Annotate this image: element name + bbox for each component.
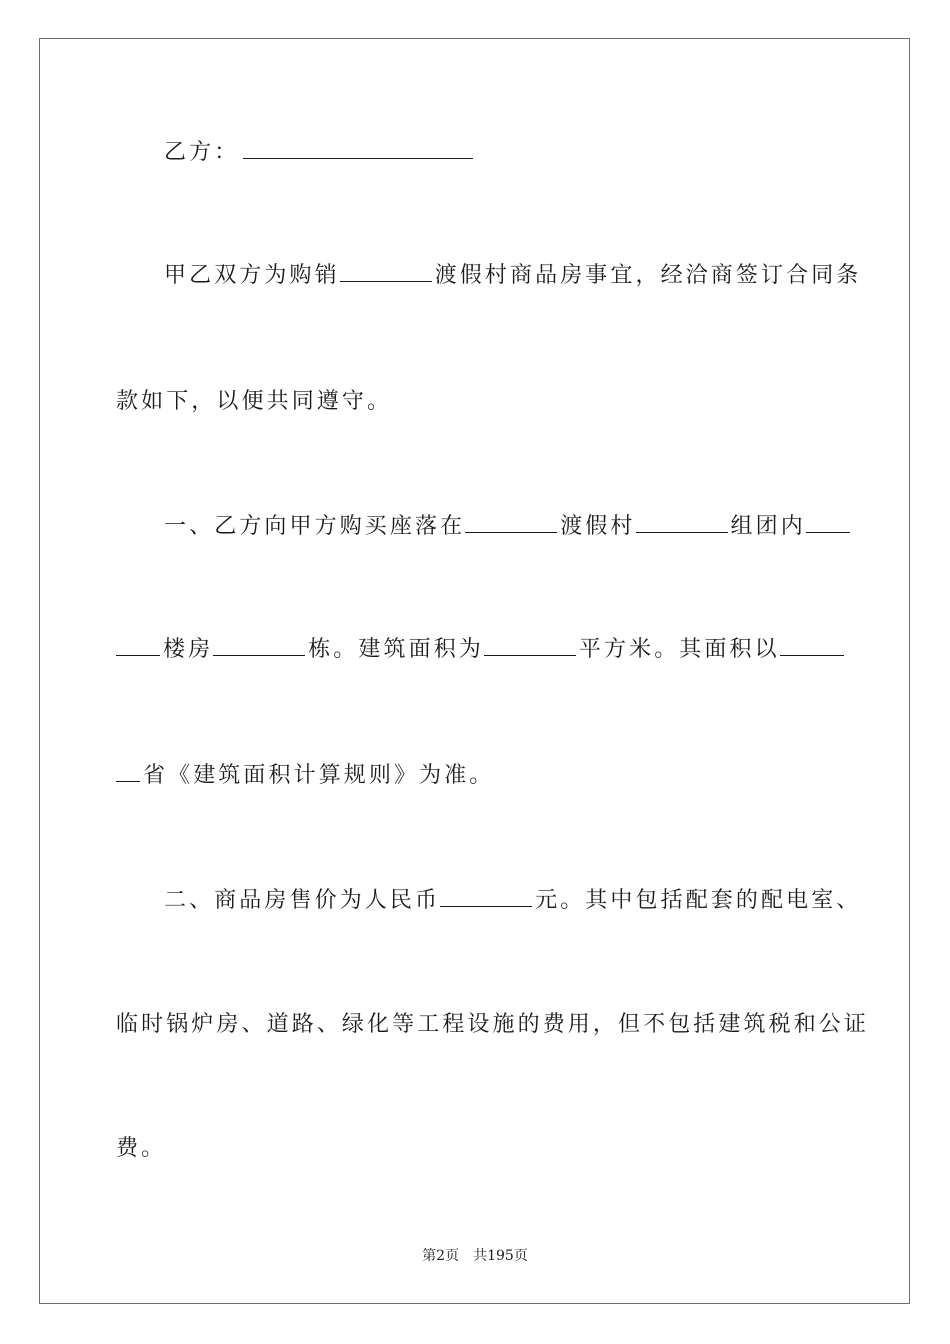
clause-1-line-3 bbox=[116, 759, 836, 791]
intro-text-1b: 渡假村商品房事宜，经洽商签订合同条 bbox=[434, 263, 862, 288]
clause-2-line-2 bbox=[116, 1010, 870, 1040]
clause-1-text-f: 平方米。其面积以 bbox=[578, 637, 780, 662]
clause-2-text-b: 元。其中包括配套的配电室、 bbox=[535, 888, 862, 913]
page-footer bbox=[0, 1247, 950, 1265]
province-blank-part-2 bbox=[116, 759, 140, 782]
intro-line-2 bbox=[116, 387, 836, 417]
unit-count-blank bbox=[213, 633, 305, 656]
party-b-line bbox=[164, 136, 884, 168]
clause-1-text-d: 楼房 bbox=[163, 637, 214, 662]
page-frame bbox=[39, 38, 910, 1304]
clause-1-text-e: 栋。建筑面积为 bbox=[308, 637, 484, 662]
intro-line-1 bbox=[164, 259, 884, 291]
intro-text-2: 款如下，以便共同遵守。 bbox=[116, 389, 393, 414]
group-blank bbox=[636, 510, 728, 533]
resort-name-blank bbox=[340, 259, 432, 282]
party-b-label: 乙方： bbox=[164, 140, 240, 165]
clause-2-text-d: 费。 bbox=[116, 1136, 167, 1161]
location-blank bbox=[465, 510, 557, 533]
price-blank bbox=[440, 884, 532, 907]
clause-2-line-1 bbox=[164, 884, 884, 916]
page-number: 第2页 bbox=[422, 1248, 460, 1264]
clause-2-text-c: 临时锅炉房、道路、绿化等工程设施的费用，但不包括建筑税和公证 bbox=[116, 1012, 870, 1037]
page-total: 共195页 bbox=[473, 1248, 528, 1264]
building-blank-part-2 bbox=[116, 633, 160, 656]
area-blank bbox=[484, 633, 576, 656]
clause-1-line-1 bbox=[164, 510, 884, 542]
clause-1-text-g: 省《建筑面积计算规则》为准。 bbox=[143, 763, 495, 788]
clause-1-text-a: 一、乙方向甲方购买座落在 bbox=[164, 514, 466, 539]
clause-2-text-a: 二、商品房售价为人民币 bbox=[164, 888, 441, 913]
party-b-blank bbox=[243, 136, 473, 159]
province-blank-part-1 bbox=[780, 633, 844, 656]
building-blank-part-1 bbox=[806, 510, 850, 533]
clause-1-text-b: 渡假村 bbox=[560, 514, 636, 539]
clause-1-text-c: 组团内 bbox=[730, 514, 806, 539]
clause-2-line-3 bbox=[116, 1134, 836, 1164]
clause-1-line-2 bbox=[116, 633, 836, 665]
intro-text-1a: 甲乙双方为购销 bbox=[164, 263, 340, 288]
